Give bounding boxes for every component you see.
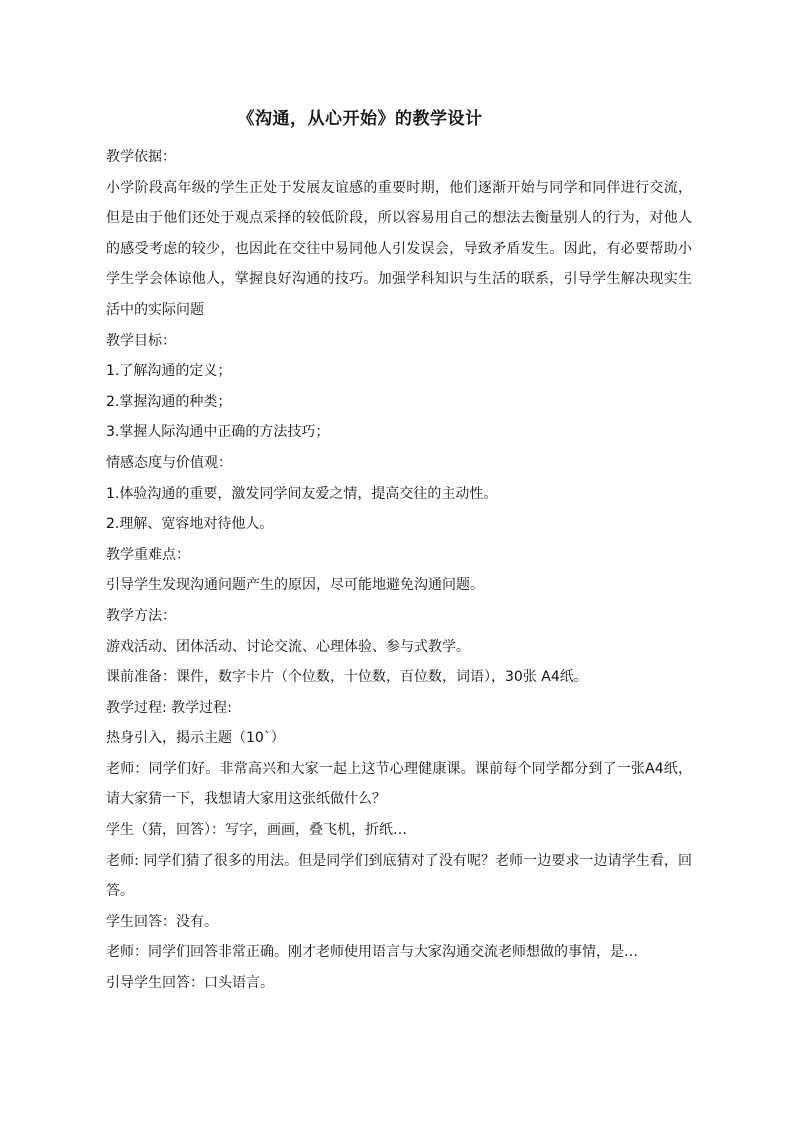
paragraph-key-points: 引导学生发现沟通问题产生的原因，尽可能地避免沟通问题。	[106, 577, 484, 594]
paragraph-methods: 游戏活动、团体活动、讨论交流、心理体验、参与式教学。	[106, 638, 470, 655]
goal-item-3: 3.掌握人际沟通中正确的方法技巧；	[106, 424, 330, 441]
document-body	[106, 142, 692, 999]
section-heading-goals: 教学目标：	[106, 332, 176, 349]
paragraph-preparation: 课前准备：课件，数字卡片（个位数，十位数，百位数，词语），30张 A4纸。	[106, 669, 588, 686]
goal-item-1: 1.了解沟通的定义；	[106, 363, 232, 380]
paragraph-warmup: 热身引入，揭示主题（10`）	[106, 730, 285, 747]
document-title-text: 《沟通，从心开始》的教学设计	[237, 109, 483, 129]
values-item-2: 2.理解、宽容地对待他人。	[106, 516, 274, 533]
dialogue-teacher-1: 老师：同学们好。非常高兴和大家一起上这节心理健康课。课前每个同学都分到了一张A4纸，请大家猜一下，我想请大家用这张纸做什么？	[106, 760, 692, 808]
dialogue-guide-answer: 引导学生回答：口头语言。	[106, 975, 274, 992]
paragraph-basis: 小学阶段高年级的学生正处于发展友谊感的重要时期，他们逐渐开始与同学和同伴进行交流，但是由于他们还处于观点采择的较低阶段，所以容易用自己的想法去衡量别人的行为，对他人的感受考虑的较少，也因此在交往中易同他人引发误会，导致矛盾发生。因此，有必要帮助小学生学会体谅他人，掌握良好沟通的技巧。加强学科知识与生活的联系，引导学生解决现实生活中的实际问题	[106, 179, 692, 318]
dialogue-student-2: 学生回答：没有。	[106, 913, 218, 930]
dialogue-teacher-2: 老师: 同学们猜了很多的用法。但是同学们到底猜对了没有呢？老师一边要求一边请学生看，回答。	[106, 852, 692, 900]
document-title	[0, 104, 794, 129]
section-heading-basis: 教学依据：	[106, 149, 176, 165]
dialogue-student-1: 学生（猜，回答）：写字，画画，叠飞机，折纸…	[106, 822, 407, 839]
section-heading-key-points: 教学重难点：	[106, 546, 190, 563]
values-item-1: 1.体验沟通的重要，激发同学间友爱之情，提高交往的主动性。	[106, 485, 498, 502]
dialogue-teacher-3: 老师：同学们回答非常正确。刚才老师使用语言与大家沟通交流老师想做的事情，是…	[106, 944, 638, 961]
goal-item-2: 2.掌握沟通的种类；	[106, 393, 232, 410]
section-heading-methods: 教学方法：	[106, 607, 176, 624]
section-heading-values: 情感态度与价值观：	[106, 454, 232, 471]
section-heading-process: 教学过程: 教学过程:	[106, 699, 232, 716]
